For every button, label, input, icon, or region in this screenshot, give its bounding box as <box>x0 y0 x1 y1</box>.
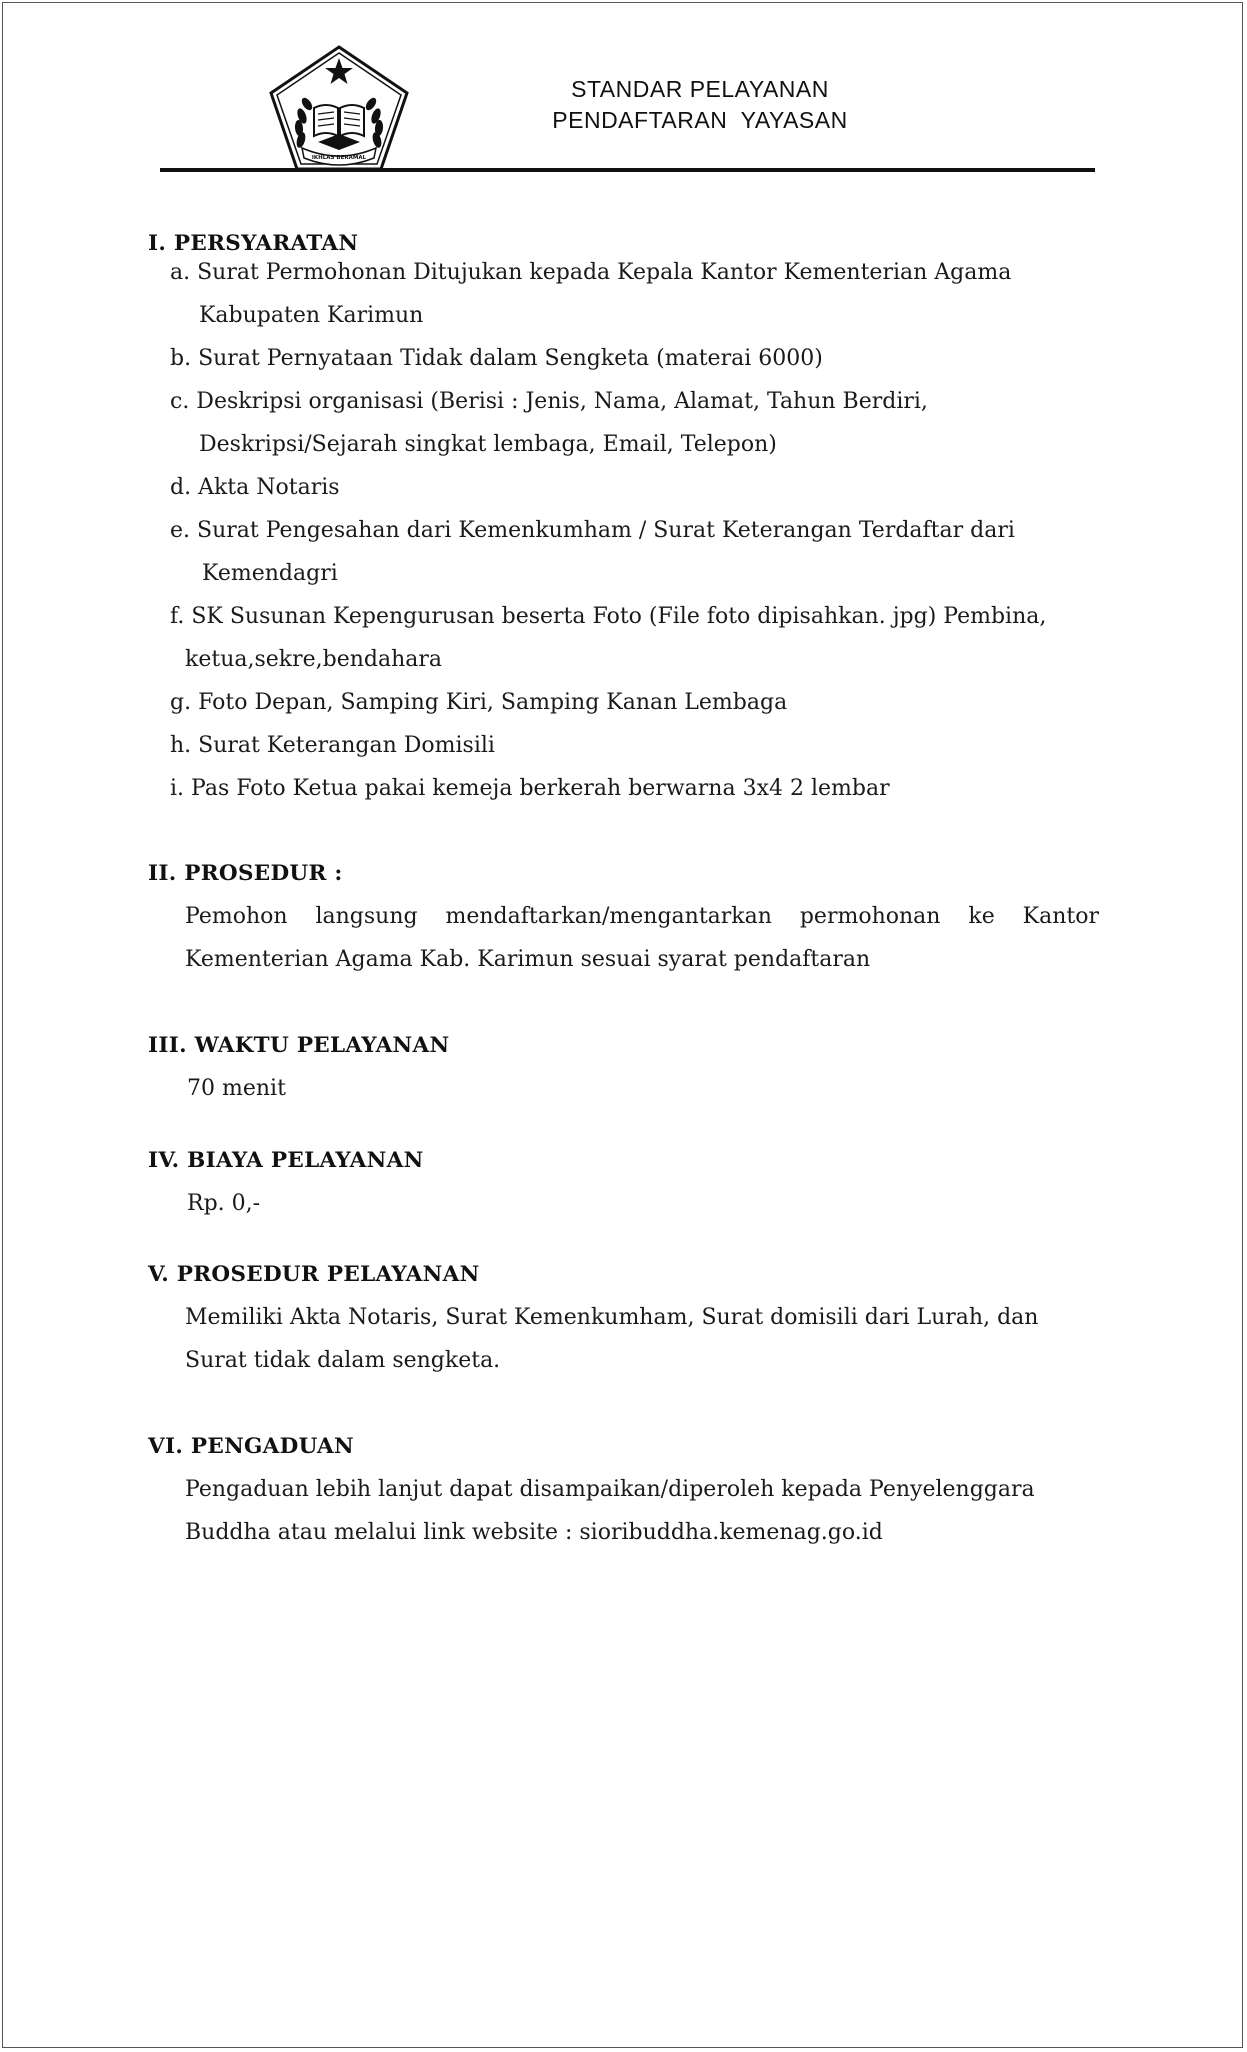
title-line-2: PENDAFTARAN YAYASAN <box>552 107 848 133</box>
kemenag-logo <box>268 44 410 172</box>
title-line-1: STANDAR PELAYANAN <box>571 76 829 102</box>
persyaratan-item-a-cont: Kabupaten Karimun <box>199 303 424 328</box>
document-title <box>480 74 920 136</box>
persyaratan-item-c: c. Deskripsi organisasi (Berisi : Jenis, Nama, Alamat, Tahun Berdiri, <box>170 389 928 414</box>
section-waktu-title: III. WAKTU PELAYANAN <box>148 1033 450 1058</box>
page-border <box>2 2 1243 2048</box>
persyaratan-item-e: e. Surat Pengesahan dari Kemenkumham / Surat Keterangan Terdaftar dari <box>170 518 1015 543</box>
pengaduan-line-2: Buddha atau melalui link website : sioribuddha.kemenag.go.id <box>185 1520 883 1545</box>
persyaratan-item-c-cont: Deskripsi/Sejarah singkat lembaga, Email, Telepon) <box>199 432 777 457</box>
prosedur-text-line-2: Kementerian Agama Kab. Karimun sesuai syarat pendaftaran <box>185 947 871 972</box>
prosedur-text-line-1: Pemohon langsung mendaftarkan/mengantarkan permohonan ke Kantor <box>185 904 1099 929</box>
persyaratan-item-h: h. Surat Keterangan Domisili <box>170 733 495 758</box>
persyaratan-item-e-cont: Kemendagri <box>202 561 338 586</box>
prosedur-pelayanan-line-2: Surat tidak dalam sengketa. <box>185 1348 501 1373</box>
persyaratan-item-f: f. SK Susunan Kepengurusan beserta Foto (File foto dipisahkan. jpg) Pembina, <box>170 604 1047 629</box>
section-biaya-title: IV. BIAYA PELAYANAN <box>148 1148 424 1173</box>
biaya-value: Rp. 0,- <box>187 1191 261 1216</box>
svg-text:IKHLAS BERAMAL: IKHLAS BERAMAL <box>311 155 367 161</box>
section-prosedur-title: II. PROSEDUR : <box>148 861 343 886</box>
section-persyaratan-title: I. PERSYARATAN <box>148 231 359 256</box>
persyaratan-item-a: a. Surat Permohonan Ditujukan kepada Kepala Kantor Kementerian Agama <box>170 260 1012 285</box>
header-divider <box>160 168 1095 172</box>
waktu-value: 70 menit <box>187 1076 286 1101</box>
pengaduan-line-1: Pengaduan lebih lanjut dapat disampaikan/diperoleh kepada Penyelenggara <box>185 1477 1035 1502</box>
section-pengaduan-title: VI. PENGADUAN <box>148 1434 354 1459</box>
section-prosedur-pelayanan-title: V. PROSEDUR PELAYANAN <box>148 1262 480 1287</box>
persyaratan-item-f-cont: ketua,sekre,bendahara <box>185 647 443 672</box>
persyaratan-item-b: b. Surat Pernyataan Tidak dalam Sengketa (materai 6000) <box>170 346 823 371</box>
persyaratan-item-g: g. Foto Depan, Samping Kiri, Samping Kanan Lembaga <box>170 690 788 715</box>
persyaratan-item-i: i. Pas Foto Ketua pakai kemeja berkerah berwarna 3x4 2 lembar <box>170 776 890 801</box>
persyaratan-item-d: d. Akta Notaris <box>170 475 340 500</box>
prosedur-pelayanan-line-1: Memiliki Akta Notaris, Surat Kemenkumham, Surat domisili dari Lurah, dan <box>185 1305 1039 1330</box>
